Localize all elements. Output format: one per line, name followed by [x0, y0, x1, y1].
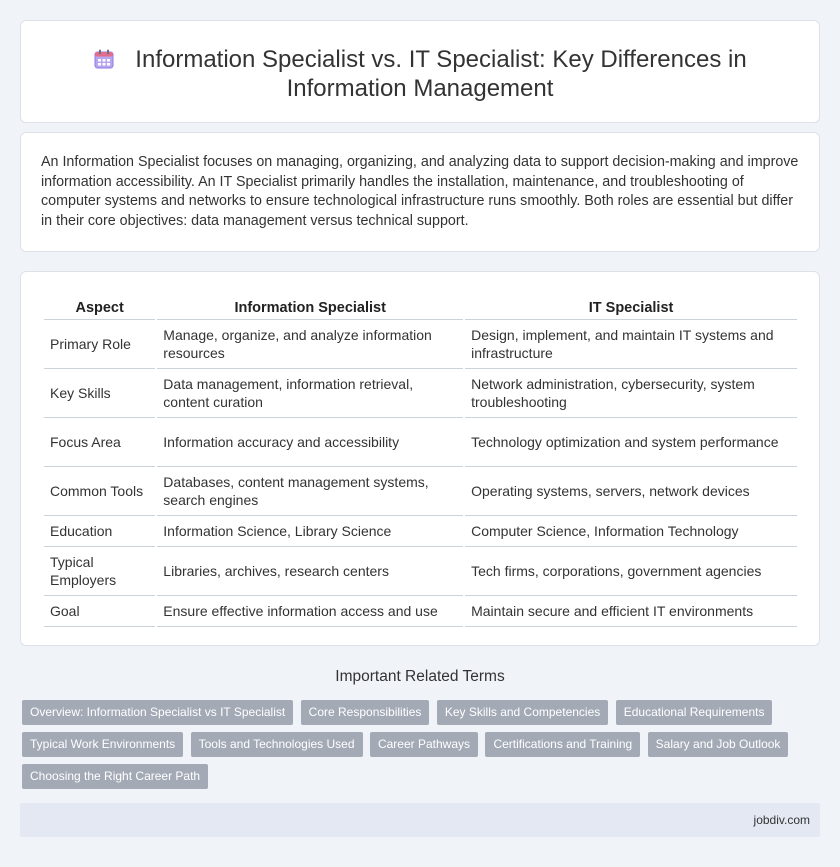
- intro-text: An Information Specialist focuses on managing, organizing, and analyzing data to support decision-making and improve information accessibility. An IT Specialist primarily handles the installation, maintenance, and troubleshooting of computer systems and networks to ensure technological infrastructure runs smoothly. Both roles are essential but differ in their core objectives: data management versus technical support.: [41, 154, 799, 229]
- page-title: [21, 45, 819, 103]
- comparison-table: [42, 293, 799, 627]
- table-cell: Network administration, cybersecurity, system troubleshooting: [465, 369, 797, 418]
- column-header: Aspect: [44, 293, 155, 320]
- table-cell: Ensure effective information access and use: [157, 596, 463, 627]
- column-header: IT Specialist: [465, 293, 797, 320]
- related-tag[interactable]: Educational Requirements: [616, 700, 773, 725]
- intro-card: [20, 132, 820, 252]
- table-cell: Maintain secure and efficient IT environments: [465, 596, 797, 627]
- table-cell: Libraries, archives, research centers: [157, 547, 463, 596]
- related-tag[interactable]: Choosing the Right Career Path: [22, 764, 208, 789]
- table-cell: Goal: [44, 596, 155, 627]
- related-tag[interactable]: Tools and Technologies Used: [191, 732, 363, 757]
- table-cell: Typical Employers: [44, 547, 155, 596]
- table-cell: Data management, information retrieval, content curation: [157, 369, 463, 418]
- column-header: Information Specialist: [157, 293, 463, 320]
- table-cell: Tech firms, corporations, government agencies: [465, 547, 797, 596]
- table-cell: Databases, content management systems, search engines: [157, 467, 463, 516]
- related-tag[interactable]: Core Responsibilities: [301, 700, 430, 725]
- footer: [20, 803, 820, 837]
- related-terms-tags: [22, 700, 812, 796]
- table-row: [44, 320, 797, 369]
- related-terms-title: Important Related Terms: [335, 668, 505, 685]
- table-cell: Primary Role: [44, 320, 155, 369]
- table-cell: Technology optimization and system performance: [465, 418, 797, 467]
- table-cell: Common Tools: [44, 467, 155, 516]
- table-row: [44, 418, 797, 467]
- table-row: [44, 596, 797, 627]
- related-tag[interactable]: Typical Work Environments: [22, 732, 183, 757]
- related-tag[interactable]: Overview: Information Specialist vs IT Specialist: [22, 700, 293, 725]
- footer-site-link[interactable]: jobdiv.com: [753, 813, 810, 827]
- table-cell: Manage, organize, and analyze information resources: [157, 320, 463, 369]
- table-row: [44, 467, 797, 516]
- table-cell: Education: [44, 516, 155, 547]
- table-cell: Information Science, Library Science: [157, 516, 463, 547]
- table-cell: Design, implement, and maintain IT systems and infrastructure: [465, 320, 797, 369]
- calendar-icon: [93, 48, 115, 70]
- related-tag[interactable]: Career Pathways: [370, 732, 478, 757]
- related-tag[interactable]: Key Skills and Competencies: [437, 700, 608, 725]
- header-card: [20, 20, 820, 123]
- comparison-card: [20, 271, 820, 646]
- table-cell: Focus Area: [44, 418, 155, 467]
- table-row: [44, 547, 797, 596]
- table-cell: Information accuracy and accessibility: [157, 418, 463, 467]
- table-row: [44, 369, 797, 418]
- table-cell: Computer Science, Information Technology: [465, 516, 797, 547]
- table-cell: Key Skills: [44, 369, 155, 418]
- table-header-row: [44, 293, 797, 320]
- table-cell: Operating systems, servers, network devices: [465, 467, 797, 516]
- page-title-text: Information Specialist vs. IT Specialist: Key Differences in Information Management: [135, 46, 747, 102]
- related-tag[interactable]: Salary and Job Outlook: [648, 732, 789, 757]
- table-row: [44, 516, 797, 547]
- related-tag[interactable]: Certifications and Training: [485, 732, 640, 757]
